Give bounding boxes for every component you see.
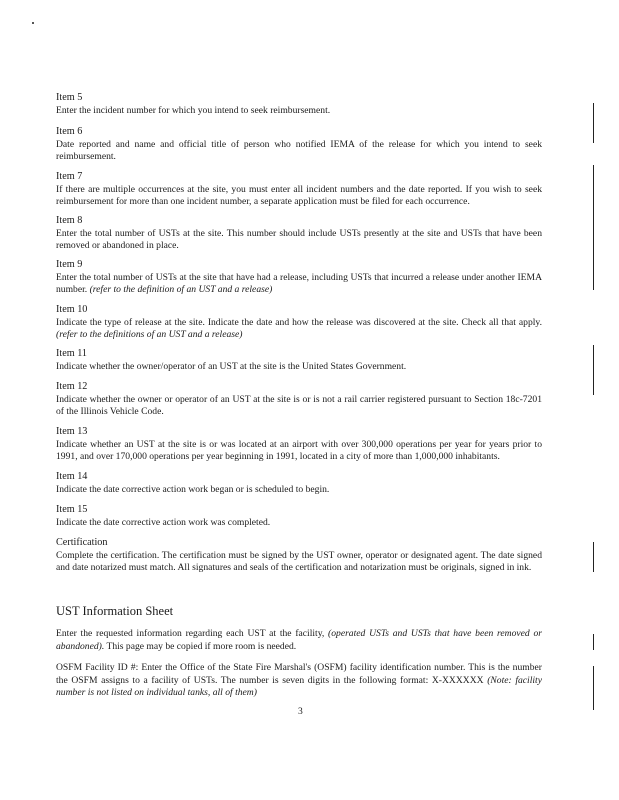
item-note: (refer to the definitions of an UST and a release) xyxy=(56,329,243,341)
change-bar xyxy=(593,666,594,710)
item-text: Enter the total number of USTs at the site. This number should include USTs presently at the site and USTs that have been removed or abandoned in place. xyxy=(56,227,542,252)
item-heading: Item 7 xyxy=(56,171,83,182)
item-heading: Item 13 xyxy=(56,426,88,437)
change-bar xyxy=(593,165,594,290)
item-text: Indicate whether the owner or operator of an UST at the site is or is not a rail carrier registered pursuant to Section 18c-7201 of the Illinois Vehicle Code. xyxy=(56,393,542,418)
item-heading: Item 10 xyxy=(56,304,88,315)
item-9 xyxy=(56,259,542,297)
item-14 xyxy=(56,471,542,496)
info-note: (operated USTs and USTs that have been removed or abandoned). xyxy=(56,628,542,652)
scan-speck xyxy=(32,22,34,24)
item-13 xyxy=(56,426,542,464)
item-text: Enter the total number of USTs at the site that have had a release, including USTs that incurred a release under another IEMA number. (refer to the definition of an UST and a release) xyxy=(56,271,542,296)
item-text: Indicate the date corrective action work began or is scheduled to begin. xyxy=(56,483,330,495)
info-paragraph-1: Enter the requested information regarding each UST at the facility, (operated USTs and USTs that have been removed or abandoned). This page may be copied if more room is needed. xyxy=(56,628,542,652)
item-11 xyxy=(56,348,542,373)
item-heading: Item 9 xyxy=(56,259,83,270)
item-heading: Item 15 xyxy=(56,504,88,515)
item-heading: Item 11 xyxy=(56,348,88,359)
item-text: Indicate whether an UST at the site is or was located at an airport with over 300,000 operations per year for years prior to 1991, and over 170,000 operations per year beginning in 1991, located in a city of more than 1,000,000 inhabitants. xyxy=(56,438,542,463)
item-text: Indicate whether the owner/operator of an UST at the site is the United States Government. xyxy=(56,360,407,372)
page-number: 3 xyxy=(298,706,303,717)
item-8 xyxy=(56,215,542,253)
item-text: Date reported and name and official title of person who notified IEMA of the release for which you intend to seek reimbursement. xyxy=(56,138,542,163)
item-note: (refer to the definition of an UST and a release) xyxy=(89,284,273,296)
item-heading: Item 6 xyxy=(56,126,83,137)
item-text: If there are multiple occurrences at the site, you must enter all incident numbers and the date reported. If you wish to seek reimbursement for more than one incident number, a separate application must be filed for each occurrence. xyxy=(56,183,542,208)
item-heading: Item 14 xyxy=(56,471,88,482)
item-heading: Item 12 xyxy=(56,381,88,392)
item-10 xyxy=(56,304,542,342)
certification xyxy=(56,537,542,575)
item-7 xyxy=(56,171,542,209)
item-text: Indicate the type of release at the site. Indicate the date and how the release was discovered at the site. Check all that apply. (refer to the definitions of an UST and a release) xyxy=(56,316,542,341)
item-text: Enter the incident number for which you intend to seek reimbursement. xyxy=(56,104,331,116)
change-bar xyxy=(593,103,594,143)
item-heading: Certification xyxy=(56,537,108,548)
item-12 xyxy=(56,381,542,419)
item-text: Indicate the date corrective action work was completed. xyxy=(56,516,271,528)
section-title: UST Information Sheet xyxy=(56,604,174,618)
info-note: (Note: facility number is not listed on individual tanks, all of them) xyxy=(56,674,542,699)
info-paragraph-2: OSFM Facility ID #: Enter the Office of the State Fire Marshal's (OSFM) facility identification number. This is the number the OSFM assigns to a facility of USTs. The number is seven digits in the following format: X-XXXXXX (Note: facility number is not listed on individual tanks, all of them) xyxy=(56,662,542,699)
item-text: Complete the certification. The certification must be signed by the UST owner, operator or designated agent. The date signed and date notarized must match. All signatures and seals of the certification and notarization must be originals, signed in ink. xyxy=(56,549,542,574)
item-15 xyxy=(56,504,542,529)
change-bar xyxy=(593,345,594,395)
item-6 xyxy=(56,126,542,164)
change-bar xyxy=(593,542,594,572)
item-heading: Item 5 xyxy=(56,92,83,103)
item-5 xyxy=(56,92,542,117)
change-bar xyxy=(593,634,594,650)
item-heading: Item 8 xyxy=(56,215,83,226)
